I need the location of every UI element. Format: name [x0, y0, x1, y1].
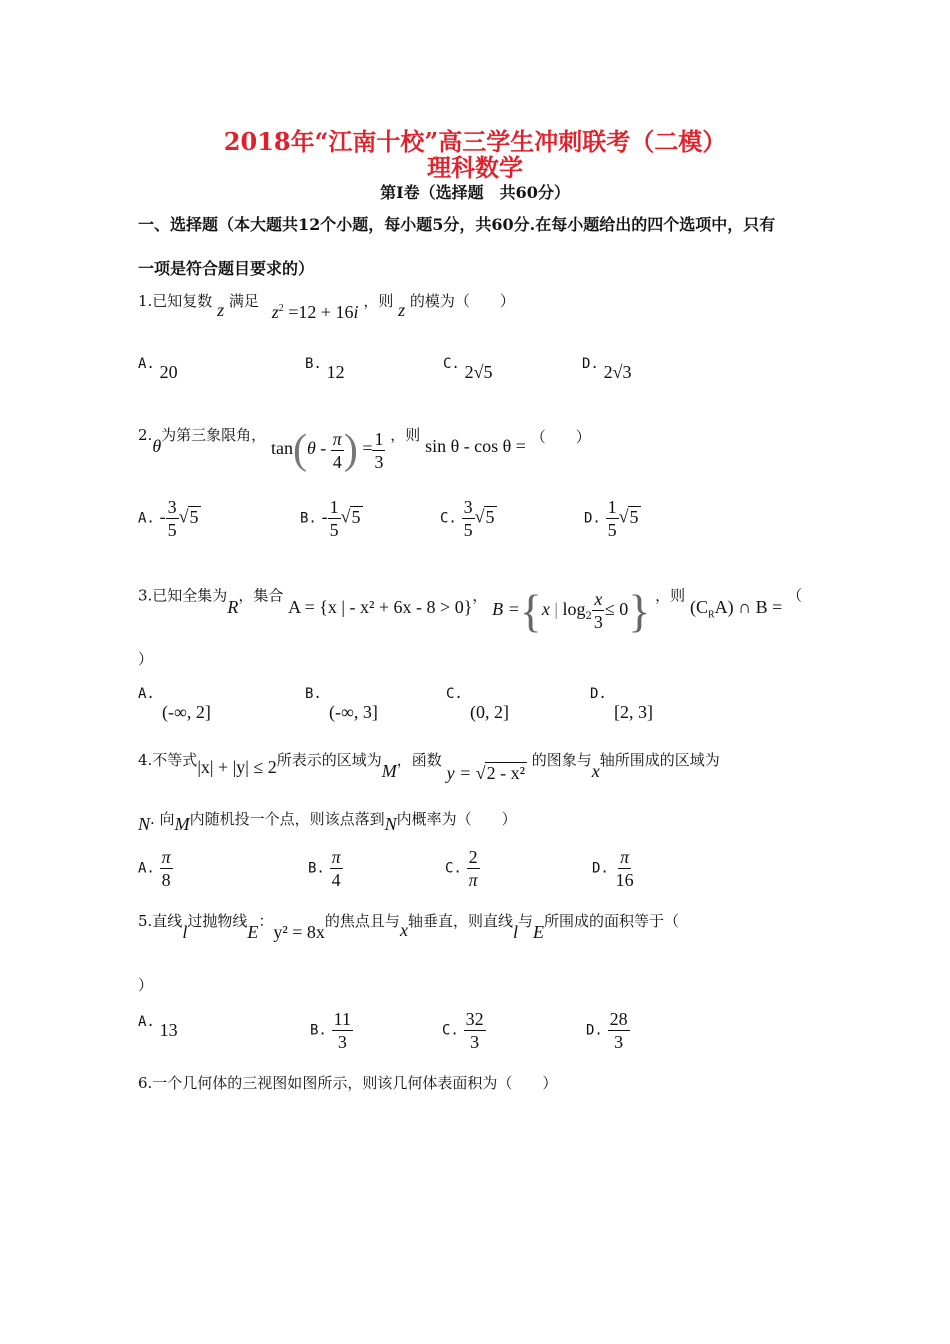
q4-function: y = √2 - x²: [446, 763, 525, 783]
q3-set-a: A = {x | - x² + 6x - 8 > 0}: [288, 596, 473, 617]
q3-option-a[interactable]: A. (-∞, 2]: [138, 686, 211, 722]
q2-option-d[interactable]: D. $\frac{1}{5}$ √5: [584, 497, 639, 540]
q2-option-c[interactable]: C. $\frac{3}{5}$ √5: [440, 497, 495, 540]
question-2: 2.θ为第三象限角， tan(θ - $\frac{\pi}{4}$ ) = $\frac{1}{3}$ ，则 sin θ - cos θ = （ ）: [138, 426, 591, 473]
exam-subject: 理科数学: [427, 153, 523, 182]
q3-option-c[interactable]: C. (0, 2]: [446, 686, 509, 722]
question-5: 5.直线l过抛物线E：y² = 8x的焦点且与x轴垂直，则直线l与E所围成的面积等于（: [138, 912, 679, 942]
q4-option-a[interactable]: A. $\frac{\pi}{8}$: [138, 847, 171, 890]
q1-after: ，则: [363, 292, 394, 310]
q1-mid: 满足: [228, 292, 259, 310]
exam-title: 2018年“江南十校”高三学生冲刺联考（二模）: [223, 127, 727, 156]
q4-var-M: M: [381, 761, 397, 781]
q3-option-d[interactable]: D. [2, 3]: [590, 686, 653, 722]
q2-theta: θ: [152, 436, 162, 456]
instructions-line-2: 一项是符合题目要求的）: [138, 259, 315, 278]
q4-inequality: |x| + |y| ≤ 2: [197, 757, 277, 777]
section-heading: 第Ⅰ卷（选择题 共60分）: [380, 183, 570, 202]
q5-option-c[interactable]: C. $\frac{32}{3}$: [442, 1009, 484, 1052]
q3-var-R: R: [227, 596, 239, 617]
q3-set-b: B ={x | $\log_2$ $\frac{x}{3}$ ≤ 0}: [492, 585, 651, 636]
q1-option-a[interactable]: A. 20: [138, 356, 178, 382]
q3-option-b[interactable]: B. (-∞, 3]: [305, 686, 378, 722]
q5-option-b[interactable]: B. $\frac{11}{3}$: [310, 1009, 351, 1052]
q1-option-d[interactable]: D. 2√3: [582, 356, 632, 382]
q1-option-c[interactable]: C. 2√5: [443, 356, 493, 382]
q2-tan-expression: tan(θ - $\frac{\pi}{4}$ ) = $\frac{1}{3}$: [270, 427, 384, 473]
question-3: 3.已知全集为R，集合 A = {x | - x² + 6x - 8 > 0}， B ={x | $\log_2$ $\frac{x}{3}$ ≤ 0} ，则 $(C_RA)$ ∩ B = （: [138, 585, 803, 636]
q5-equation: y² = 8x: [273, 922, 325, 942]
q2-option-a[interactable]: A. - $\frac{3}{5}$ √5: [138, 497, 199, 540]
instructions-line-1: 一、选择题（本大题共12个小题，每小题5分，共60分.在每小题给出的四个选项中，只有: [138, 215, 776, 234]
q5-option-d[interactable]: D. $\frac{28}{3}$: [586, 1009, 628, 1052]
question-4: 4.不等式|x| + |y| ≤ 2所表示的区域为M，函数 y = √2 - x² 的图象与x轴所围成的区域为: [138, 751, 720, 783]
q1-var-z-2: z: [398, 300, 406, 320]
q4-option-c[interactable]: C. $\frac{2}{\pi}$: [445, 847, 478, 890]
q1-tail: 的模为（ ）: [409, 292, 515, 310]
q4-option-d[interactable]: D. $\frac{\pi}{16}$: [592, 847, 634, 890]
question-4-line-2: N. 向M内随机投一个点，则该点落到N内概率为（ ）: [138, 810, 517, 834]
question-6: 6.一个几何体的三视图如图所示，则该几何体表面积为（ ）: [138, 1074, 558, 1092]
q3-close-paren: ）: [138, 650, 154, 668]
q1-equation: $z^2 =12 + 16i$: [271, 302, 359, 322]
q1-prefix: 1.已知复数: [138, 292, 213, 310]
q2-expression: sin θ - cos θ =: [425, 436, 526, 456]
q1-option-b[interactable]: B. 12: [305, 356, 345, 382]
q3-expression: $(C_RA)$ ∩ B =: [689, 596, 783, 621]
q1-var-z: z: [217, 300, 225, 320]
question-1: [138, 290, 515, 322]
q2-option-b[interactable]: B. - $\frac{1}{5}$ √5: [300, 497, 361, 540]
q4-option-b[interactable]: B. $\frac{\pi}{4}$: [308, 847, 341, 890]
q5-close-paren: ）: [138, 976, 154, 994]
q5-option-a[interactable]: A. 13: [138, 1014, 178, 1040]
